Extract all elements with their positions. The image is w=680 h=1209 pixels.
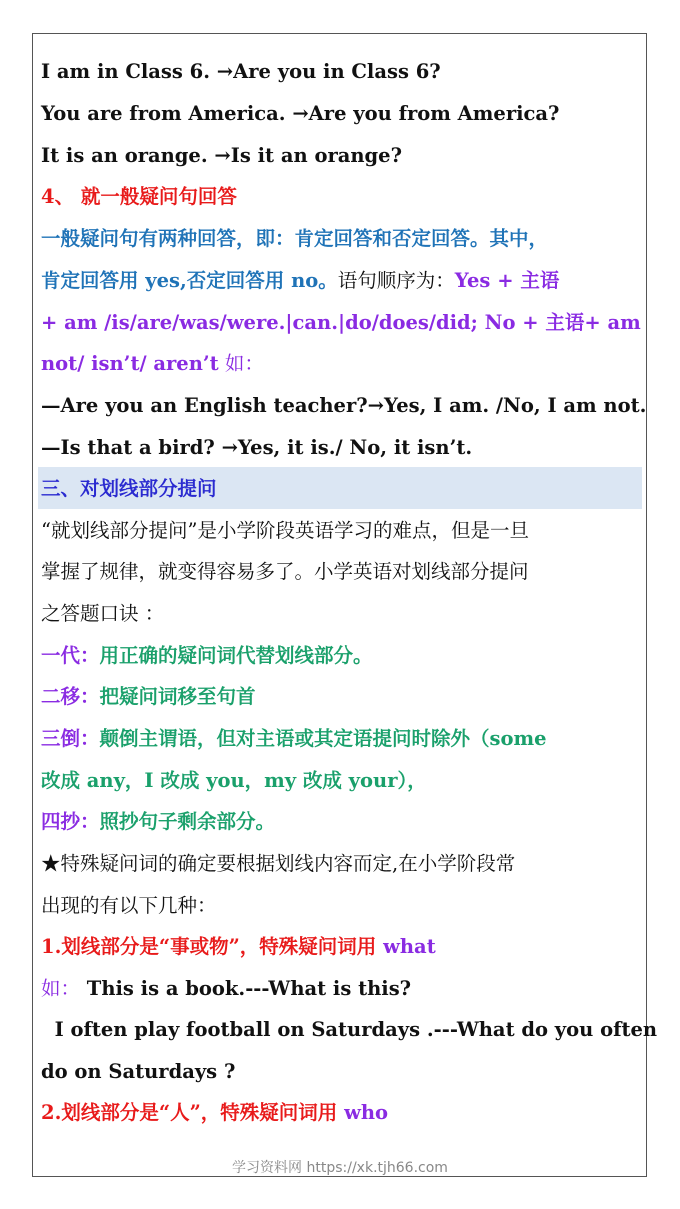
answer-order [41,267,641,295]
example-football-cont: do on Saturdays ? [41,1060,236,1083]
example-orange: It is an orange. →Is it an orange? [41,144,402,167]
negatives: not/ isn’t/ aren’t [41,352,219,375]
yes-subject: Yes + 主语 [454,269,560,292]
rule-1-label: 一代： [41,644,100,667]
case-1-text: 1.划线部分是“事或物”，特殊疑问词用 [41,935,384,958]
rule-3-text: 颠倒主谓语，但对主语或其定语提问时除外（some [99,727,547,750]
example-book: This is a book.---What is this? [80,977,412,1000]
answer-intro: 一般疑问句有两种回答，即：肯定回答和否定回答。其中， [41,227,549,250]
footer-watermark: 学习资料网 https://xk.tjh66.com [232,1160,448,1176]
case-2-heading [41,1099,641,1127]
dialog-bird: —Is that a bird? →Yes, it is./ No, it isn’t. [41,436,473,459]
case-1-word: what [383,935,436,958]
order-label: 语句顺序为： [337,269,455,292]
case-2-word: who [344,1101,389,1124]
para-line-3: 之答题口诀 ： [41,602,165,625]
section-3-heading: 三、对划线部分提问 [41,477,217,500]
dialog-teacher: —Are you an English teacher?→Yes, I am. /No, I am not. [41,394,647,417]
section-4-heading: 4、 就一般疑问句回答 [41,185,237,208]
rule-4 [41,808,641,836]
special-note-2: 出现的有以下几种： [41,894,217,917]
case-2-text: 2.划线部分是“人”，特殊疑问词用 [41,1101,345,1124]
for-example: 如： [218,352,264,375]
para-line-1: “就划线部分提问”是小学阶段英语学习的难点，但是一旦 [41,519,529,542]
rule-2-text: 把疑问词移至句首 [99,685,256,708]
example-class: I am in Class 6. →Are you in Class 6? [41,60,441,83]
special-note-1: ★特殊疑问词的确定要根据划线内容而定,在小学阶段常 [41,852,516,875]
rule-2-label: 二移： [41,685,100,708]
example-football: I often play football on Saturdays .---What do you often [41,1018,658,1041]
rule-1 [41,642,641,670]
example-label: 如： [41,977,81,1000]
case-1-heading [41,933,641,961]
rule-1-text: 用正确的疑问词代替划线部分。 [99,644,373,667]
example-america: You are from America. →Are you from America? [41,102,560,125]
rule-3-continued: 改成 any，I 改成 you，my 改成 your）， [41,769,427,792]
rule-2 [41,683,641,711]
rule-3-label: 三倒： [41,727,100,750]
case-1-example [41,975,641,1003]
rule-3 [41,725,641,753]
answer-yes-no: 肯定回答用 yes,否定回答用 no。 [41,269,338,292]
rule-4-label: 四抄： [41,810,100,833]
para-line-2: 掌握了规律，就变得容易多了。小学英语对划线部分提问 [41,560,529,583]
rule-4-text: 照抄句子剩余部分。 [99,810,276,833]
verb-list: + am /is/are/was/were.|can.|do/does/did; No + 主语+ am [41,311,641,334]
negative-forms [41,350,641,378]
